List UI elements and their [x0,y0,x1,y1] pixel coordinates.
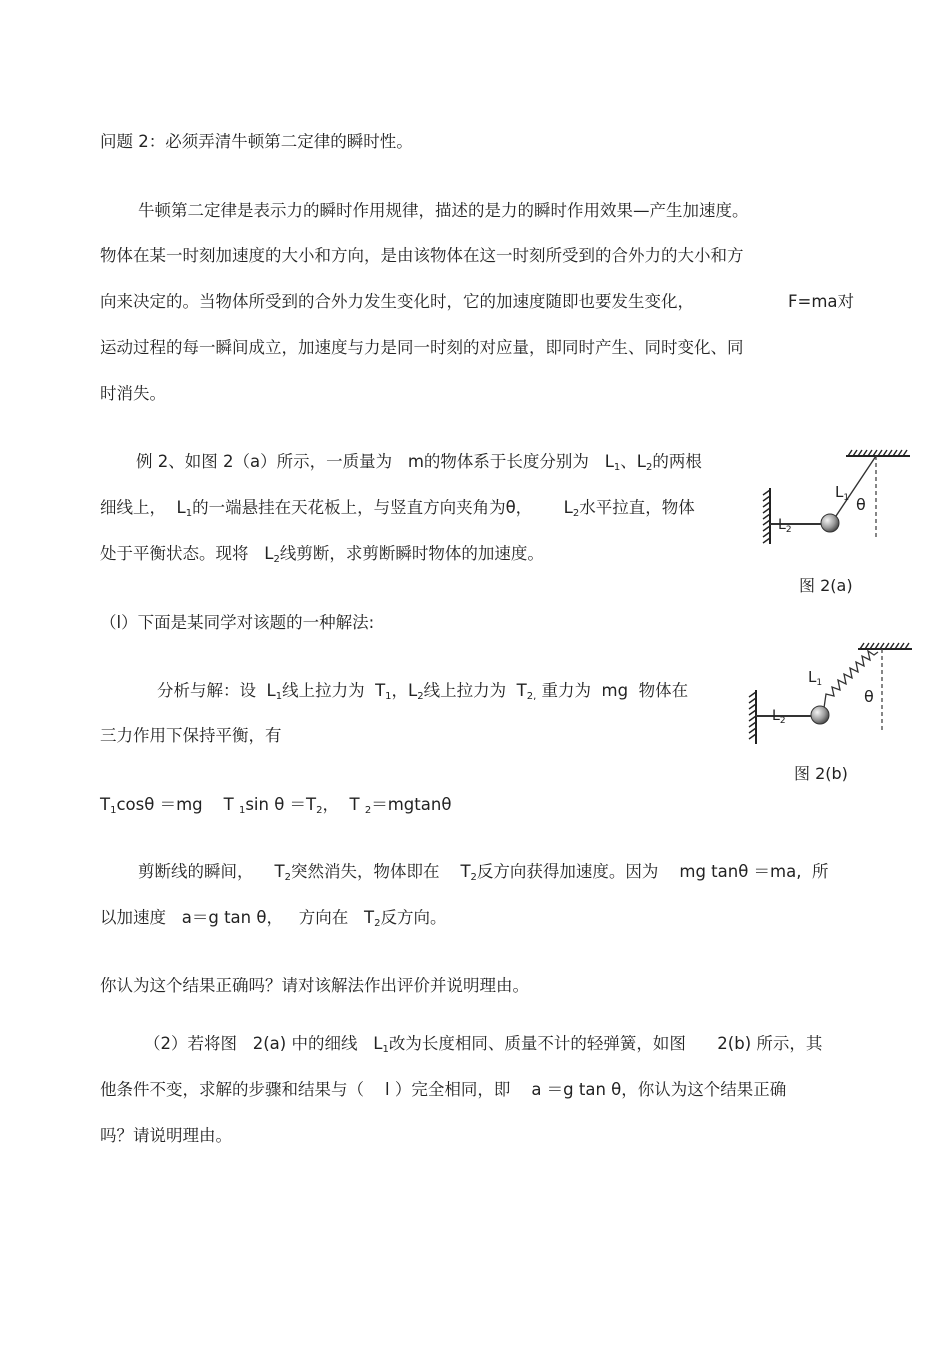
subscript: 2 [417,691,424,702]
cut-formula: mg tanθ ＝ma, [679,862,802,881]
example-text: m的物体系于长度分别为 [407,452,589,471]
analysis-line-2: 三力作用下保持平衡，有 [100,726,282,745]
example-text: 的两根 [652,452,702,471]
part-2-line-3: 吗？请说明理由。 [100,1126,232,1145]
part-2-text: l ）完全相同，即 [384,1080,511,1099]
equation-text: sin θ ＝T [245,795,317,814]
var-t: T [100,795,111,814]
intro-line-4: 运动过程的每一瞬间成立，加速度与力是同一时刻的对应量，即同时产生、同时变化、同 [100,338,744,357]
cut-line-2 [100,908,446,928]
wall-hatch [749,692,756,739]
figure-2b [740,640,920,750]
cut-text: 剪断线的瞬间， [138,862,254,881]
subscript: 2 [645,462,653,473]
part-1-title: （l）下面是某同学对该题的一种解法: [100,613,375,632]
label-l2: $L_2$ [778,517,792,535]
subscript: 1 [275,691,283,702]
cut-text: 反方向。 [380,908,447,927]
var-t: T [460,862,471,881]
subscript: 2 [374,918,381,929]
part-2-text: a ＝g tan θ，你认为这个结果正确 [531,1080,787,1099]
intro-line-5: 时消失。 [100,384,166,403]
label-theta: θ [864,687,874,706]
analysis-text: 线上拉力为 [282,681,365,700]
intro-line-3-text: 向来决定的。当物体所受到的合外力发生变化时，它的加速度随即也要发生变化， [100,292,694,311]
analysis-text: 分析与解：设 [157,681,256,700]
var-t: T [375,681,386,700]
figure-2b-caption: 图 2(b) [794,764,848,783]
mass-ball [821,514,839,532]
example-text: 的一端悬挂在天花板上，与竖直方向夹角为θ， [192,498,533,517]
example-text: 线剪断，求剪断瞬时物体的加速度。 [279,544,544,563]
equation-text: cosθ ＝mg [116,795,203,814]
subscript: 2 [572,508,580,519]
wall-hatch [763,490,770,543]
example-text: 例 2、如图 2（a）所示，一质量为 [136,452,393,471]
subscript: 2 [273,554,280,565]
equation-text: ， [322,795,340,814]
var-l: L [176,498,186,517]
analysis-text: 线上拉力为 [423,681,507,700]
var-l: L [266,681,276,700]
mass-ball [811,706,829,724]
cut-text: 反方向获得加速度。因为 [476,862,659,881]
label-theta: θ [856,495,866,514]
subscript: 1 [110,805,117,816]
subscript: 2 [284,872,291,883]
var-t: T [363,908,375,927]
subscript: 2, [526,691,537,702]
analysis-text: 物体在 [638,681,689,700]
cut-line-1 [138,862,829,882]
formula-fma: F=ma对 [788,292,854,311]
analysis-text: 重力为 [541,681,592,700]
subscript: 1 [238,805,246,816]
intro-line-3 [100,292,694,312]
subscript: 1 [385,691,392,702]
var-l: L [563,498,573,517]
subscript: 2 [364,805,372,816]
part-2-text: 改为长度相同、质量不计的轻弹簧，如图 [388,1034,686,1053]
example-line-1 [136,452,702,472]
part-2-text: （2）若将图 [144,1034,237,1053]
var-t: T [516,681,527,700]
cut-text: 以加速度 [100,908,166,927]
question-1: 你认为这个结果正确吗？请对该解法作出评价并说明理由。 [100,976,529,995]
example-line-2 [100,498,695,518]
label-l1: $L_1$ [835,483,850,503]
example-text: 处于平衡状态。现将 [100,544,249,563]
part-2-line-2 [100,1080,786,1100]
part-2-text: 2(a) 中的细线 [252,1034,358,1053]
subscript: 1 [382,1044,389,1055]
cut-formula: a＝g tan θ， [181,908,283,927]
var-l: L [373,1034,383,1053]
part-2-text: 2(b) 所示，其 [717,1034,823,1053]
label-l1: $L_1$ [808,668,823,688]
figure-2a [752,448,922,568]
example-line-3 [100,544,544,564]
figure-2a-caption: 图 2(a) [799,576,853,595]
equilibrium-equations [100,795,451,815]
var-t: T [223,795,234,814]
var-t: T [349,795,360,814]
var-l: ，L [391,681,418,700]
cut-text: 所 [812,862,829,881]
part-2-text: 他条件不变，求解的步骤和结果与（ [100,1080,364,1099]
analysis-line-1 [157,681,688,701]
var-l: L [604,452,614,471]
intro-line-1: 牛顿第二定律是表示力的瞬时作用规律，描述的是力的瞬时作用效果—产生加速度。 [138,201,749,220]
var-l: L [264,544,274,563]
var-l: 、L [620,452,646,471]
equation-text: ＝mgtanθ [371,795,452,814]
subscript: 2 [470,872,477,883]
cut-text: 突然消失，物体即在 [290,862,440,881]
subscript: 1 [185,508,193,519]
cut-text: 方向在 [298,908,349,927]
part-2-line-1 [144,1034,822,1054]
var-t: T [274,862,285,881]
problem-heading: 问题 2：必须弄清牛顿第二定律的瞬时性。 [100,132,413,151]
subscript: 1 [613,462,621,473]
example-text: 水平拉直，物体 [579,498,695,517]
var-mg: mg [601,681,629,700]
example-text: 细线上， [100,498,166,517]
label-l2: $L_2$ [772,708,786,726]
intro-line-2: 物体在某一时刻加速度的大小和方向，是由该物体在这一时刻所受到的合外力的大小和方 [100,246,744,265]
subscript: 2 [316,805,323,816]
